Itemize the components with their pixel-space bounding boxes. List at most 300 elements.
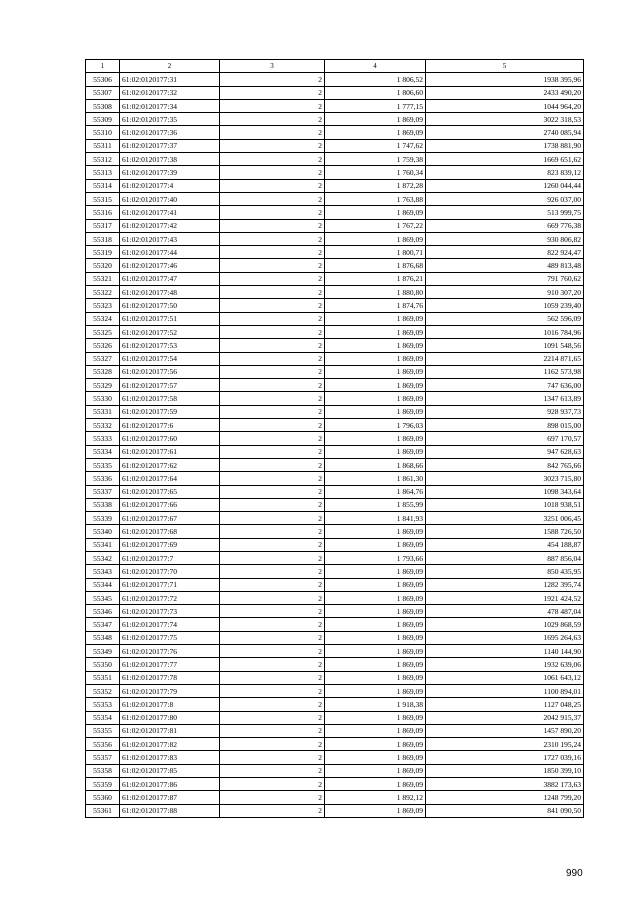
cadastral-number-cell: 61:02:0120177:7 [120, 551, 220, 564]
cadastral-number-cell: 61:02:0120177:81 [120, 724, 220, 737]
amount-cell: 489 813,48 [426, 259, 584, 272]
amount-cell: 926 037,00 [426, 192, 584, 205]
row-number-cell: 55357 [86, 751, 120, 764]
amount-cell: 747 636,00 [426, 379, 584, 392]
type-cell: 2 [220, 751, 325, 764]
table-row [86, 99, 584, 112]
type-cell: 2 [220, 299, 325, 312]
table-row [86, 804, 584, 817]
value-cell: 1 806,52 [325, 73, 426, 86]
value-cell: 1 767,22 [325, 219, 426, 232]
cadastral-number-cell: 61:02:0120177:75 [120, 631, 220, 644]
amount-cell: 1098 343,64 [426, 485, 584, 498]
row-number-cell: 55351 [86, 671, 120, 684]
type-cell: 2 [220, 618, 325, 631]
value-cell: 1 869,09 [325, 445, 426, 458]
amount-cell: 1059 239,40 [426, 299, 584, 312]
type-cell: 2 [220, 671, 325, 684]
amount-cell: 1127 048,25 [426, 698, 584, 711]
value-cell: 1 869,09 [325, 312, 426, 325]
row-number-cell: 55319 [86, 246, 120, 259]
amount-cell: 3251 006,45 [426, 512, 584, 525]
value-cell: 1 864,76 [325, 485, 426, 498]
type-cell: 2 [220, 153, 325, 166]
amount-cell: 1091 548,56 [426, 339, 584, 352]
row-number-cell: 55311 [86, 139, 120, 152]
cadastral-number-cell: 61:02:0120177:79 [120, 684, 220, 697]
cadastral-number-cell: 61:02:0120177:72 [120, 591, 220, 604]
cadastral-number-cell: 61:02:0120177:4 [120, 179, 220, 192]
cadastral-number-cell: 61:02:0120177:41 [120, 206, 220, 219]
cadastral-number-cell: 61:02:0120177:62 [120, 458, 220, 471]
cadastral-number-cell: 61:02:0120177:38 [120, 153, 220, 166]
cadastral-number-cell: 61:02:0120177:46 [120, 259, 220, 272]
amount-cell: 697 170,57 [426, 432, 584, 445]
type-cell: 2 [220, 605, 325, 618]
row-number-cell: 55349 [86, 645, 120, 658]
row-number-cell: 55347 [86, 618, 120, 631]
type-cell: 2 [220, 113, 325, 126]
row-number-cell: 55335 [86, 458, 120, 471]
type-cell: 2 [220, 631, 325, 644]
amount-cell: 850 435,95 [426, 565, 584, 578]
type-cell: 2 [220, 246, 325, 259]
table-row [86, 698, 584, 711]
amount-cell: 1044 964,20 [426, 99, 584, 112]
value-cell: 1 869,09 [325, 658, 426, 671]
value-cell: 1 869,09 [325, 339, 426, 352]
column-header-1: 1 [86, 60, 120, 73]
cadastral-number-cell: 61:02:0120177:34 [120, 99, 220, 112]
amount-cell: 1727 039,16 [426, 751, 584, 764]
table-row [86, 139, 584, 152]
type-cell: 2 [220, 392, 325, 405]
cadastral-number-cell: 61:02:0120177:36 [120, 126, 220, 139]
row-number-cell: 55309 [86, 113, 120, 126]
row-number-cell: 55324 [86, 312, 120, 325]
type-cell: 2 [220, 365, 325, 378]
cadastral-number-cell: 61:02:0120177:32 [120, 86, 220, 99]
value-cell: 1 869,09 [325, 778, 426, 791]
value-cell: 1 868,66 [325, 458, 426, 471]
row-number-cell: 55361 [86, 804, 120, 817]
amount-cell: 3882 173,63 [426, 778, 584, 791]
amount-cell: 1282 395,74 [426, 578, 584, 591]
table-row [86, 73, 584, 86]
type-cell: 2 [220, 379, 325, 392]
amount-cell: 2042 915,37 [426, 711, 584, 724]
row-number-cell: 55308 [86, 99, 120, 112]
amount-cell: 1016 784,96 [426, 325, 584, 338]
row-number-cell: 55342 [86, 551, 120, 564]
cadastral-number-cell: 61:02:0120177:53 [120, 339, 220, 352]
cadastral-number-cell: 61:02:0120177:52 [120, 325, 220, 338]
table-row [86, 605, 584, 618]
cadastral-number-cell: 61:02:0120177:35 [120, 113, 220, 126]
amount-cell: 562 596,09 [426, 312, 584, 325]
type-cell: 2 [220, 286, 325, 299]
row-number-cell: 55313 [86, 166, 120, 179]
amount-cell: 1162 573,98 [426, 365, 584, 378]
amount-cell: 2310 195,24 [426, 738, 584, 751]
table-row [86, 286, 584, 299]
table-row [86, 591, 584, 604]
table-row [86, 219, 584, 232]
value-cell: 1 869,09 [325, 804, 426, 817]
row-number-cell: 55318 [86, 232, 120, 245]
value-cell: 1 876,21 [325, 272, 426, 285]
row-number-cell: 55337 [86, 485, 120, 498]
amount-cell: 842 765,66 [426, 458, 584, 471]
amount-cell: 887 856,04 [426, 551, 584, 564]
table-row [86, 246, 584, 259]
type-cell: 2 [220, 259, 325, 272]
cadastral-number-cell: 61:02:0120177:77 [120, 658, 220, 671]
table-row [86, 578, 584, 591]
amount-cell: 513 999,75 [426, 206, 584, 219]
cadastral-number-cell: 61:02:0120177:64 [120, 472, 220, 485]
amount-cell: 841 090,50 [426, 804, 584, 817]
row-number-cell: 55358 [86, 764, 120, 777]
type-cell: 2 [220, 565, 325, 578]
amount-cell: 930 806,82 [426, 232, 584, 245]
value-cell: 1 869,09 [325, 578, 426, 591]
value-cell: 1 760,34 [325, 166, 426, 179]
type-cell: 2 [220, 472, 325, 485]
table-row [86, 512, 584, 525]
cadastral-number-cell: 61:02:0120177:39 [120, 166, 220, 179]
value-cell: 1 869,09 [325, 618, 426, 631]
type-cell: 2 [220, 804, 325, 817]
row-number-cell: 55325 [86, 325, 120, 338]
type-cell: 2 [220, 325, 325, 338]
table-row [86, 126, 584, 139]
cadastral-number-cell: 61:02:0120177:82 [120, 738, 220, 751]
value-cell: 1 869,09 [325, 605, 426, 618]
row-number-cell: 55320 [86, 259, 120, 272]
value-cell: 1 869,09 [325, 432, 426, 445]
value-cell: 1 869,09 [325, 724, 426, 737]
type-cell: 2 [220, 86, 325, 99]
row-number-cell: 55316 [86, 206, 120, 219]
row-number-cell: 55317 [86, 219, 120, 232]
cadastral-number-cell: 61:02:0120177:56 [120, 365, 220, 378]
table-row [86, 458, 584, 471]
amount-cell: 1932 639,06 [426, 658, 584, 671]
value-cell: 1 892,12 [325, 791, 426, 804]
value-cell: 1 869,09 [325, 126, 426, 139]
value-cell: 1 777,15 [325, 99, 426, 112]
cadastral-number-cell: 61:02:0120177:51 [120, 312, 220, 325]
cadastral-number-cell: 61:02:0120177:57 [120, 379, 220, 392]
amount-cell: 898 015,00 [426, 419, 584, 432]
amount-cell: 2214 871,65 [426, 352, 584, 365]
row-number-cell: 55355 [86, 724, 120, 737]
amount-cell: 928 937,73 [426, 405, 584, 418]
type-cell: 2 [220, 432, 325, 445]
table-header-row [86, 60, 584, 73]
type-cell: 2 [220, 591, 325, 604]
value-cell: 1 869,09 [325, 325, 426, 338]
cadastral-number-cell: 61:02:0120177:59 [120, 405, 220, 418]
amount-cell: 1738 881,90 [426, 139, 584, 152]
type-cell: 2 [220, 219, 325, 232]
value-cell: 1 869,09 [325, 352, 426, 365]
type-cell: 2 [220, 232, 325, 245]
row-number-cell: 55341 [86, 538, 120, 551]
table-row [86, 153, 584, 166]
value-cell: 1 869,09 [325, 113, 426, 126]
row-number-cell: 55333 [86, 432, 120, 445]
value-cell: 1 869,09 [325, 751, 426, 764]
cadastral-number-cell: 61:02:0120177:88 [120, 804, 220, 817]
cadastral-number-cell: 61:02:0120177:80 [120, 711, 220, 724]
table-row [86, 405, 584, 418]
cadastral-number-cell: 61:02:0120177:76 [120, 645, 220, 658]
table-row [86, 232, 584, 245]
type-cell: 2 [220, 405, 325, 418]
table-row [86, 671, 584, 684]
row-number-cell: 55323 [86, 299, 120, 312]
table-row [86, 724, 584, 737]
amount-cell: 669 776,38 [426, 219, 584, 232]
table-row [86, 658, 584, 671]
table-row [86, 565, 584, 578]
value-cell: 1 869,09 [325, 206, 426, 219]
row-number-cell: 55331 [86, 405, 120, 418]
type-cell: 2 [220, 485, 325, 498]
cadastral-number-cell: 61:02:0120177:61 [120, 445, 220, 458]
row-number-cell: 55326 [86, 339, 120, 352]
type-cell: 2 [220, 445, 325, 458]
column-header-5: 5 [426, 60, 584, 73]
amount-cell: 1669 651,62 [426, 153, 584, 166]
amount-cell: 1938 395,96 [426, 73, 584, 86]
table-row [86, 631, 584, 644]
table-row [86, 538, 584, 551]
value-cell: 1 800,71 [325, 246, 426, 259]
row-number-cell: 55346 [86, 605, 120, 618]
value-cell: 1 869,09 [325, 645, 426, 658]
table-row [86, 365, 584, 378]
type-cell: 2 [220, 352, 325, 365]
amount-cell: 454 188,87 [426, 538, 584, 551]
row-number-cell: 55356 [86, 738, 120, 751]
table-row [86, 192, 584, 205]
type-cell: 2 [220, 206, 325, 219]
cadastral-number-cell: 61:02:0120177:54 [120, 352, 220, 365]
amount-cell: 2433 490,20 [426, 86, 584, 99]
amount-cell: 1260 044,44 [426, 179, 584, 192]
table-row [86, 525, 584, 538]
value-cell: 1 918,38 [325, 698, 426, 711]
value-cell: 1 872,28 [325, 179, 426, 192]
page-number: 990 [566, 868, 583, 879]
table-row [86, 738, 584, 751]
amount-cell: 1100 894,01 [426, 684, 584, 697]
value-cell: 1 874,76 [325, 299, 426, 312]
row-number-cell: 55360 [86, 791, 120, 804]
column-header-3: 3 [220, 60, 325, 73]
amount-cell: 823 839,12 [426, 166, 584, 179]
type-cell: 2 [220, 698, 325, 711]
table-row [86, 618, 584, 631]
value-cell: 1 841,93 [325, 512, 426, 525]
amount-cell: 2740 085,94 [426, 126, 584, 139]
row-number-cell: 55322 [86, 286, 120, 299]
row-number-cell: 55338 [86, 498, 120, 511]
row-number-cell: 55354 [86, 711, 120, 724]
cadastral-number-cell: 61:02:0120177:73 [120, 605, 220, 618]
row-number-cell: 55328 [86, 365, 120, 378]
cadastral-number-cell: 61:02:0120177:83 [120, 751, 220, 764]
value-cell: 1 806,60 [325, 86, 426, 99]
value-cell: 1 796,03 [325, 419, 426, 432]
row-number-cell: 55343 [86, 565, 120, 578]
cadastral-number-cell: 61:02:0120177:66 [120, 498, 220, 511]
table-row [86, 259, 584, 272]
table-row [86, 764, 584, 777]
cadastral-number-cell: 61:02:0120177:40 [120, 192, 220, 205]
row-number-cell: 55353 [86, 698, 120, 711]
cadastral-number-cell: 61:02:0120177:87 [120, 791, 220, 804]
table-row [86, 392, 584, 405]
cadastral-number-cell: 61:02:0120177:42 [120, 219, 220, 232]
table-row [86, 791, 584, 804]
table-row [86, 711, 584, 724]
type-cell: 2 [220, 179, 325, 192]
cadastral-number-cell: 61:02:0120177:71 [120, 578, 220, 591]
type-cell: 2 [220, 312, 325, 325]
value-cell: 1 861,30 [325, 472, 426, 485]
row-number-cell: 55330 [86, 392, 120, 405]
amount-cell: 1061 643,12 [426, 671, 584, 684]
type-cell: 2 [220, 538, 325, 551]
table-row [86, 312, 584, 325]
register-table [85, 59, 584, 818]
amount-cell: 1457 890,20 [426, 724, 584, 737]
type-cell: 2 [220, 525, 325, 538]
cadastral-number-cell: 61:02:0120177:37 [120, 139, 220, 152]
table-row [86, 179, 584, 192]
row-number-cell: 55329 [86, 379, 120, 392]
cadastral-number-cell: 61:02:0120177:8 [120, 698, 220, 711]
value-cell: 1 880,80 [325, 286, 426, 299]
cadastral-number-cell: 61:02:0120177:67 [120, 512, 220, 525]
type-cell: 2 [220, 339, 325, 352]
cadastral-number-cell: 61:02:0120177:78 [120, 671, 220, 684]
value-cell: 1 869,09 [325, 711, 426, 724]
cadastral-number-cell: 61:02:0120177:69 [120, 538, 220, 551]
value-cell: 1 869,09 [325, 565, 426, 578]
amount-cell: 1140 144,90 [426, 645, 584, 658]
cadastral-number-cell: 61:02:0120177:60 [120, 432, 220, 445]
table-row [86, 498, 584, 511]
value-cell: 1 869,09 [325, 591, 426, 604]
amount-cell: 1850 399,10 [426, 764, 584, 777]
type-cell: 2 [220, 99, 325, 112]
row-number-cell: 55348 [86, 631, 120, 644]
value-cell: 1 876,68 [325, 259, 426, 272]
row-number-cell: 55339 [86, 512, 120, 525]
amount-cell: 791 760,62 [426, 272, 584, 285]
value-cell: 1 869,09 [325, 379, 426, 392]
row-number-cell: 55306 [86, 73, 120, 86]
type-cell: 2 [220, 724, 325, 737]
cadastral-number-cell: 61:02:0120177:70 [120, 565, 220, 578]
row-number-cell: 55332 [86, 419, 120, 432]
type-cell: 2 [220, 684, 325, 697]
row-number-cell: 55352 [86, 684, 120, 697]
row-number-cell: 55340 [86, 525, 120, 538]
value-cell: 1 855,99 [325, 498, 426, 511]
cadastral-number-cell: 61:02:0120177:58 [120, 392, 220, 405]
value-cell: 1 869,09 [325, 631, 426, 644]
amount-cell: 910 307,20 [426, 286, 584, 299]
row-number-cell: 55344 [86, 578, 120, 591]
type-cell: 2 [220, 791, 325, 804]
amount-cell: 1695 264,63 [426, 631, 584, 644]
type-cell: 2 [220, 419, 325, 432]
amount-cell: 1588 726,50 [426, 525, 584, 538]
row-number-cell: 55307 [86, 86, 120, 99]
value-cell: 1 869,09 [325, 232, 426, 245]
amount-cell: 3023 715,80 [426, 472, 584, 485]
table-row [86, 166, 584, 179]
value-cell: 1 869,09 [325, 525, 426, 538]
cadastral-number-cell: 61:02:0120177:68 [120, 525, 220, 538]
table-row [86, 645, 584, 658]
value-cell: 1 869,09 [325, 392, 426, 405]
value-cell: 1 747,62 [325, 139, 426, 152]
row-number-cell: 55315 [86, 192, 120, 205]
row-number-cell: 55350 [86, 658, 120, 671]
row-number-cell: 55321 [86, 272, 120, 285]
cadastral-number-cell: 61:02:0120177:48 [120, 286, 220, 299]
amount-cell: 1347 613,89 [426, 392, 584, 405]
cadastral-number-cell: 61:02:0120177:85 [120, 764, 220, 777]
type-cell: 2 [220, 512, 325, 525]
type-cell: 2 [220, 458, 325, 471]
value-cell: 1 763,88 [325, 192, 426, 205]
table-row [86, 778, 584, 791]
type-cell: 2 [220, 711, 325, 724]
table-row [86, 206, 584, 219]
cadastral-number-cell: 61:02:0120177:86 [120, 778, 220, 791]
amount-cell: 1248 799,20 [426, 791, 584, 804]
row-number-cell: 55334 [86, 445, 120, 458]
row-number-cell: 55345 [86, 591, 120, 604]
cadastral-number-cell: 61:02:0120177:65 [120, 485, 220, 498]
value-cell: 1 869,09 [325, 671, 426, 684]
type-cell: 2 [220, 73, 325, 86]
value-cell: 1 869,09 [325, 684, 426, 697]
value-cell: 1 793,66 [325, 551, 426, 564]
table-row [86, 86, 584, 99]
type-cell: 2 [220, 764, 325, 777]
type-cell: 2 [220, 272, 325, 285]
type-cell: 2 [220, 658, 325, 671]
cadastral-number-cell: 61:02:0120177:44 [120, 246, 220, 259]
value-cell: 1 869,09 [325, 538, 426, 551]
table-row [86, 299, 584, 312]
table-row [86, 445, 584, 458]
amount-cell: 3022 318,53 [426, 113, 584, 126]
type-cell: 2 [220, 738, 325, 751]
table-row [86, 684, 584, 697]
table-row [86, 325, 584, 338]
table-row [86, 272, 584, 285]
